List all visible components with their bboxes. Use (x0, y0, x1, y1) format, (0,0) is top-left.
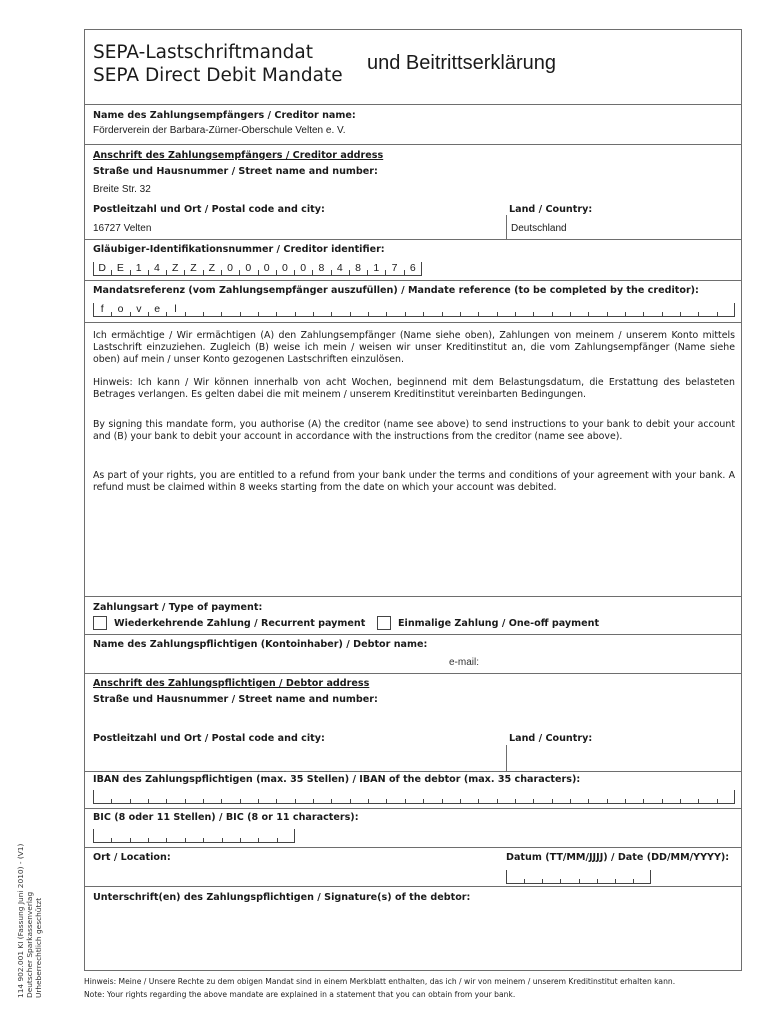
mandate-reference-field[interactable] (93, 303, 735, 317)
mandate-reference-tick (185, 312, 186, 316)
debtor-iban-tick (552, 799, 553, 803)
signature-label: Unterschrift(en) des Zahlungspflichtigen / Signature(s) of the debtor: (93, 892, 471, 903)
copyright-notice: Urheberrechtlich geschützt (34, 897, 44, 998)
debtor-bic-label: BIC (8 oder 11 Stellen) / BIC (8 or 11 characters): (93, 812, 359, 823)
recurrent-payment-checkbox[interactable] (93, 616, 107, 630)
debtor-bic-tick (277, 838, 278, 842)
mandate-reference-tick (497, 312, 498, 316)
debtor-bic-tick (93, 829, 94, 842)
debtor-country-divider (506, 745, 507, 772)
payment-type-section (85, 596, 741, 629)
creditor-identifier-char: 6 (409, 262, 416, 274)
debtor-iban-tick (166, 799, 167, 803)
debtor-country-input[interactable] (509, 748, 735, 764)
signature-area[interactable] (93, 909, 735, 967)
debtor-iban-field[interactable] (93, 790, 735, 804)
debtor-iban-tick (533, 799, 534, 803)
mandate-reference-tick (276, 312, 277, 316)
creditor-identifier-char: 0 (263, 262, 270, 274)
debtor-bic-field[interactable] (93, 829, 295, 843)
mandate-reference-tick (515, 312, 516, 316)
mandate-text-german-1: Ich ermächtige / Wir ermächtigen (A) den Zahlungsempfänger (Name siehe oben), Zahlungen von meinem / unserem Konto mittels Lastschrift einzuziehen. Zugleich (B) weise ich mein / weisen wir unser Kreditinstitut an, die vom Zahlungsempfänger (Name siehe oben) auf mein / unser Konto gezogenen Lastschriften einzulösen. (93, 330, 735, 365)
creditor-identifier-char: 0 (300, 262, 307, 274)
mandate-reference-tick (570, 312, 571, 316)
creditor-address-heading: Anschrift des Zahlungsempfängers / Creditor address (93, 150, 384, 161)
debtor-postal-input[interactable] (93, 748, 498, 764)
creditor-identifier-char: 1 (373, 262, 380, 274)
form-reference-sidebar (16, 844, 44, 998)
mandate-reference-char: l (174, 303, 177, 315)
debtor-bic-tick (185, 838, 186, 842)
date-label: Datum (TT/MM/JJJJ) / Date (DD/MM/YYYY): (506, 852, 730, 863)
debtor-iban-tick (643, 799, 644, 803)
debtor-iban-tick (662, 799, 663, 803)
date-tick (560, 879, 561, 883)
debtor-postal-label: Postleitzahl und Ort / Postal code and city: (93, 733, 325, 744)
debtor-iban-tick (588, 799, 589, 803)
mandate-reference-tick (607, 312, 608, 316)
mandate-reference-char: o (117, 303, 124, 315)
debtor-email-input[interactable] (487, 655, 727, 669)
debtor-name-label: Name des Zahlungspflichtigen (Kontoinhaber) / Debtor name: (93, 639, 428, 650)
mandate-reference-tick (350, 312, 351, 316)
creditor-country-value[interactable]: Deutschland (511, 223, 567, 234)
mandate-reference-tick (588, 312, 589, 316)
debtor-iban-tick (386, 799, 387, 803)
debtor-iban-tick (497, 799, 498, 803)
form-title-german: SEPA-Lastschriftmandat (93, 42, 314, 63)
mandate-reference-tick (552, 312, 553, 316)
debtor-iban-tick (240, 799, 241, 803)
mandate-reference-tick (331, 312, 332, 316)
debtor-iban-tick (680, 799, 681, 803)
debtor-iban-tick (350, 799, 351, 803)
creditor-country-label: Land / Country: (509, 204, 593, 215)
debtor-iban-label: IBAN des Zahlungspflichtigen (max. 35 Stellen) / IBAN of the debtor (max. 35 characters): (93, 774, 581, 785)
debtor-iban-tick (185, 799, 186, 803)
payment-type-label: Zahlungsart / Type of payment: (93, 602, 263, 613)
form-title-suffix: und Beitrittserklärung (367, 52, 556, 74)
creditor-identifier-char: E (116, 262, 124, 274)
date-field[interactable] (506, 870, 651, 884)
mandate-text-english-1: By signing this mandate form, you authorise (A) the creditor (name see above) to send instructions to your bank to debit your account and (B) your bank to debit your account in accordance with the instructions from the creditor (name see above). (93, 419, 735, 442)
creditor-identifier-char: Z (172, 262, 179, 274)
creditor-identifier-char: 7 (391, 262, 398, 274)
debtor-country-label: Land / Country: (509, 733, 593, 744)
debtor-bic-section (85, 808, 741, 823)
debtor-iban-tick (276, 799, 277, 803)
mandate-reference-tick (662, 312, 663, 316)
debtor-iban-tick (570, 799, 571, 803)
debtor-iban-tick (478, 799, 479, 803)
one-off-payment-label: Einmalige Zahlung / One-off payment (398, 618, 600, 629)
creditor-address-section (85, 144, 741, 234)
debtor-iban-tick (111, 799, 112, 803)
creditor-identifier-char: 1 (135, 262, 142, 274)
creditor-street-value[interactable]: Breite Str. 32 (93, 184, 151, 195)
debtor-bic-tick (258, 838, 259, 842)
signature-section (85, 886, 741, 972)
location-input[interactable] (93, 866, 493, 884)
mandate-reference-label: Mandatsreferenz (vom Zahlungsempfänger auszufüllen) / Mandate reference (to be completed by the creditor): (93, 285, 699, 296)
footer-note-english: Note: Your rights regarding the above mandate are explained in a statement that you can obtain from your bank. (84, 990, 516, 999)
creditor-name-section (85, 104, 741, 136)
creditor-identifier-char: Z (208, 262, 215, 274)
debtor-bic-tick (240, 838, 241, 842)
debtor-iban-tick (313, 799, 314, 803)
debtor-bic-tick (222, 838, 223, 842)
creditor-identifier-char: 4 (154, 262, 160, 274)
recurrent-payment-label: Wiederkehrende Zahlung / Recurrent payment (114, 618, 366, 629)
creditor-country-divider (506, 215, 507, 239)
mandate-reference-tick (405, 312, 406, 316)
mandate-reference-tick (240, 312, 241, 316)
creditor-name-value[interactable]: Förderverein der Barbara-Zürner-Oberschule Velten e. V. (93, 125, 346, 136)
mandate-reference-tick (478, 312, 479, 316)
form-reference-number: 114 902.001 KI (Fassung Juni 2010) - (V1) (16, 843, 25, 998)
date-tick (597, 879, 598, 883)
creditor-street-label: Straße und Hausnummer / Street name and number: (93, 166, 378, 177)
creditor-identifier-char: 0 (227, 262, 233, 274)
mandate-reference-tick (442, 312, 443, 316)
debtor-address-heading: Anschrift des Zahlungspflichtigen / Debtor address (93, 678, 370, 689)
debtor-iban-tick (295, 799, 296, 803)
mandate-reference-tick (734, 303, 735, 316)
footer-note-german: Hinweis: Meine / Unsere Rechte zu dem obigen Mandat sind in einem Merkblatt enthalten, das ich / wir von meinem / unserem Kreditinstitut erhalten kann. (84, 977, 676, 986)
date-tick (615, 879, 616, 883)
mandate-reference-char: e (154, 303, 161, 315)
debtor-bic-tick (111, 838, 112, 842)
date-tick (633, 879, 634, 883)
debtor-iban-tick (423, 799, 424, 803)
debtor-bic-tick (294, 829, 295, 842)
debtor-iban-tick (368, 799, 369, 803)
debtor-iban-tick (717, 799, 718, 803)
creditor-postal-value[interactable]: 16727 Velten (93, 223, 152, 234)
date-tick (506, 870, 507, 883)
mandate-reference-tick (295, 312, 296, 316)
creditor-name-label: Name des Zahlungsempfängers / Creditor name: (93, 110, 356, 121)
sepa-mandate-form (84, 29, 742, 971)
creditor-identifier-field[interactable] (93, 262, 422, 276)
publisher-name: Deutscher Sparkassenverlag (25, 891, 35, 998)
mandate-reference-tick (221, 312, 222, 316)
creditor-identifier-char: 0 (281, 262, 288, 274)
debtor-name-section (85, 634, 741, 668)
creditor-identifier-char: Z (190, 262, 197, 274)
debtor-iban-tick (734, 790, 735, 803)
mandate-reference-section (85, 280, 741, 315)
debtor-street-input[interactable] (93, 710, 735, 726)
mandate-reference-tick (313, 312, 314, 316)
mandate-reference-char: v (136, 303, 142, 315)
debtor-iban-tick (442, 799, 443, 803)
date-tick (650, 870, 651, 883)
mandate-reference-tick (680, 312, 681, 316)
location-date-section (85, 847, 741, 863)
debtor-name-input[interactable] (93, 655, 443, 669)
mandate-reference-tick (423, 312, 424, 316)
debtor-iban-tick (258, 799, 259, 803)
date-tick (524, 879, 525, 883)
date-tick (579, 879, 580, 883)
location-label: Ort / Location: (93, 852, 171, 863)
debtor-iban-tick (698, 799, 699, 803)
debtor-iban-section (85, 771, 741, 785)
debtor-address-section (85, 673, 741, 744)
mandate-text-section (85, 322, 741, 597)
creditor-identifier-label: Gläubiger-Identifikationsnummer / Creditor identifier: (93, 244, 385, 255)
debtor-iban-tick (93, 790, 94, 803)
debtor-iban-tick (625, 799, 626, 803)
debtor-iban-tick (460, 799, 461, 803)
creditor-identifier-char: 4 (336, 262, 343, 274)
debtor-bic-tick (203, 838, 204, 842)
debtor-email-label: e-mail: (449, 657, 480, 668)
debtor-iban-tick (130, 799, 131, 803)
one-off-payment-checkbox[interactable] (377, 616, 391, 630)
debtor-bic-tick (166, 838, 167, 842)
creditor-identifier-char: 8 (318, 262, 325, 274)
mandate-text-english-2: As part of your rights, you are entitled to a refund from your bank under the terms and conditions of your agreement with your bank. A refund must be claimed within 8 weeks starting from the date on which your account was debited. (93, 470, 735, 493)
mandate-reference-tick (625, 312, 626, 316)
mandate-reference-char: f (100, 303, 104, 315)
creditor-identifier-char: 0 (245, 262, 252, 274)
mandate-reference-tick (717, 312, 718, 316)
debtor-iban-tick (148, 799, 149, 803)
form-title-english: SEPA Direct Debit Mandate (93, 65, 343, 86)
date-tick (542, 879, 543, 883)
debtor-iban-tick (221, 799, 222, 803)
debtor-iban-tick (515, 799, 516, 803)
mandate-reference-tick (460, 312, 461, 316)
debtor-bic-tick (148, 838, 149, 842)
mandate-reference-tick (368, 312, 369, 316)
mandate-reference-tick (698, 312, 699, 316)
debtor-iban-tick (405, 799, 406, 803)
creditor-identifier-char: 8 (355, 262, 361, 274)
mandate-reference-tick (533, 312, 534, 316)
mandate-text-german-2: Hinweis: Ich kann / Wir können innerhalb von acht Wochen, beginnend mit dem Belastungsdatum, die Erstattung des belasteten Betrages verlangen. Es gelten dabei die mit meinem / unserem Kreditinstitut vereinbarten Bedingungen. (93, 377, 735, 400)
creditor-identifier-char: D (98, 262, 106, 274)
mandate-reference-tick (258, 312, 259, 316)
debtor-bic-tick (130, 838, 131, 842)
debtor-iban-tick (607, 799, 608, 803)
debtor-street-label: Straße und Hausnummer / Street name and number: (93, 694, 378, 705)
mandate-reference-tick (386, 312, 387, 316)
creditor-postal-label: Postleitzahl und Ort / Postal code and city: (93, 204, 325, 215)
mandate-reference-tick (203, 312, 204, 316)
mandate-reference-tick (643, 312, 644, 316)
debtor-iban-tick (203, 799, 204, 803)
creditor-identifier-section (85, 239, 741, 274)
debtor-iban-tick (331, 799, 332, 803)
